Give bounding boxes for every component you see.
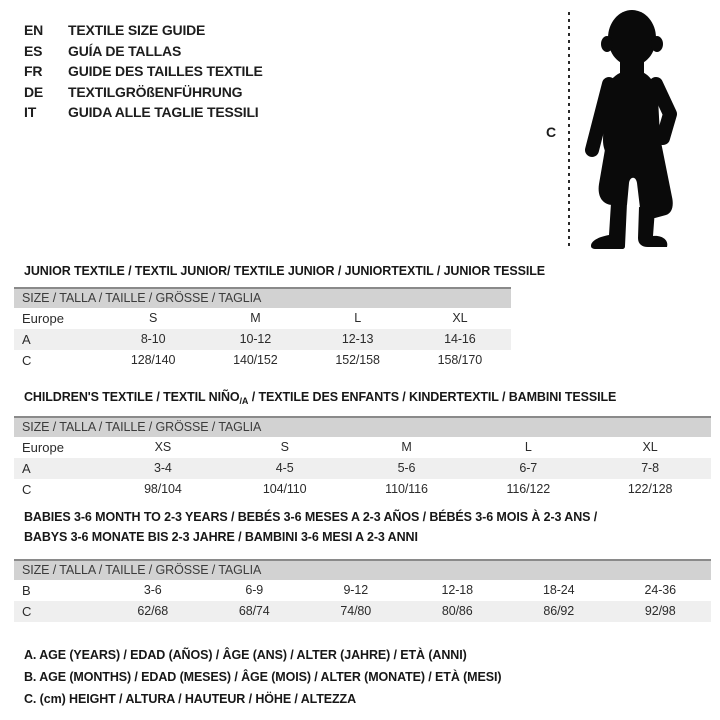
size-cell: 7-8	[641, 461, 659, 475]
size-cell: 152/158	[335, 353, 380, 367]
language-code: DE	[24, 83, 44, 100]
size-cell: 110/116	[385, 482, 428, 496]
size-cell: 74/80	[340, 604, 372, 618]
size-cell: L	[524, 440, 532, 454]
size-cell: 6-9	[245, 583, 264, 597]
row-label: B	[22, 583, 31, 598]
size-table-children	[14, 416, 711, 500]
language-row	[24, 82, 263, 103]
heading-text: JUNIOR TEXTILE / TEXTIL JUNIOR/ TEXTILE JUNIOR / JUNIORTEXTIL / JUNIOR TESSILE	[24, 264, 545, 278]
size-cell: S	[280, 440, 289, 454]
size-cell: 3-6	[143, 583, 162, 597]
language-title: GUIDA ALLE TAGLIE TESSILI	[68, 104, 259, 120]
footnote-legend	[24, 644, 501, 710]
language-title: GUIDE DES TAILLES TEXTILE	[68, 63, 263, 79]
size-cell: 98/104	[144, 482, 182, 496]
size-cell: 9-12	[343, 583, 369, 597]
row-label: C	[22, 353, 32, 368]
size-cell: 18-24	[543, 583, 575, 597]
size-cell: 3-4	[154, 461, 172, 475]
section-heading-children	[24, 387, 616, 411]
section-heading-line	[24, 261, 545, 281]
footnote: C. (cm) HEIGHT / ALTURA / HAUTEUR / HÖHE / ALTEZZA	[24, 692, 357, 706]
language-code: IT	[24, 104, 37, 120]
size-cell: 62/68	[137, 604, 169, 618]
footnote: A. AGE (YEARS) / EDAD (AÑOS) / ÂGE (ANS) / ALTER (JAHRE) / ETÀ (ANNI)	[24, 648, 467, 662]
row-label: A	[22, 332, 31, 347]
language-code: EN	[24, 22, 44, 38]
language-title-list	[24, 20, 263, 123]
heading-text: / TEXTILE DES ENFANTS / KINDERTEXTIL / BAMBINI TESSILE	[248, 390, 617, 404]
size-table-babies	[14, 559, 711, 622]
table-row	[14, 458, 711, 479]
table-size-header: SIZE / TALLA / TAILLE / GRÖSSE / TAGLIA	[14, 287, 511, 308]
table-size-header: SIZE / TALLA / TAILLE / GRÖSSE / TAGLIA	[14, 416, 711, 437]
size-cell: 5-6	[397, 461, 416, 475]
size-cell: S	[149, 311, 158, 325]
table-row	[14, 479, 711, 500]
size-cell: 128/140	[130, 353, 176, 367]
size-cell: 86/92	[543, 604, 575, 618]
toddler-silhouette-image	[578, 8, 692, 252]
size-cell: 10-12	[239, 332, 272, 346]
size-cell: 6-7	[519, 461, 538, 475]
section-heading-line	[24, 527, 597, 547]
language-row	[24, 20, 263, 41]
size-cell: 80/86	[441, 604, 473, 618]
heading-text: BABYS 3-6 MONATE BIS 2-3 JAHRE / BAMBINI 3-6 MESI A 2-3 ANNI	[24, 530, 418, 544]
language-row	[24, 41, 263, 62]
language-title: TEXTILE SIZE GUIDE	[68, 22, 206, 38]
size-cell: 158/170	[437, 353, 483, 367]
size-cell: 12-13	[341, 332, 374, 346]
size-cell: 12-18	[441, 583, 473, 597]
size-cell: 140/152	[233, 353, 278, 367]
height-measure-dotted-line	[568, 12, 570, 250]
table-row	[14, 437, 711, 458]
language-row	[24, 61, 263, 82]
table-row	[14, 580, 711, 601]
figure-height-label: C	[546, 124, 557, 140]
size-table-junior	[14, 287, 511, 371]
table-row	[14, 350, 511, 371]
size-cell: M	[250, 311, 261, 325]
heading-text: CHILDREN'S TEXTILE / TEXTIL NIÑO	[24, 390, 240, 404]
language-code: FR	[24, 63, 43, 79]
size-cell: 116/122	[506, 482, 551, 496]
row-label: C	[22, 604, 32, 619]
language-row	[24, 102, 263, 123]
heading-text: BABIES 3-6 MONTH TO 2-3 YEARS / BEBÉS 3-6 MESES A 2-3 AÑOS / BÉBÉS 3-6 MOIS À 2-3 ANS /	[24, 510, 598, 524]
size-cell: 14-16	[444, 332, 476, 346]
table-row	[14, 601, 711, 622]
row-label: Europe	[22, 440, 64, 455]
table-row	[14, 329, 511, 350]
size-cell: XL	[642, 440, 658, 454]
size-cell: 4-5	[275, 461, 294, 475]
size-cell: 104/110	[262, 482, 307, 496]
section-heading-babies	[24, 507, 597, 547]
section-heading-line	[24, 507, 597, 527]
size-cell: 92/98	[644, 604, 676, 618]
row-label: Europe	[22, 311, 64, 326]
language-title: TEXTILGRÖßENFÜHRUNG	[68, 83, 243, 100]
size-cell: 8-10	[140, 332, 166, 346]
table-row	[14, 308, 511, 329]
size-cell: L	[354, 311, 362, 325]
section-heading-line	[24, 387, 616, 411]
section-heading-junior	[24, 261, 545, 281]
language-code: ES	[24, 42, 43, 59]
row-label: A	[22, 461, 31, 476]
size-cell: XS	[154, 440, 172, 454]
language-title: GUÍA DE TALLAS	[68, 42, 182, 59]
size-cell: 24-36	[644, 583, 676, 597]
heading-subscript: /A	[239, 396, 249, 406]
row-label: C	[22, 482, 32, 497]
size-cell: 68/74	[238, 604, 270, 618]
footnote: B. AGE (MONTHS) / EDAD (MESES) / ÂGE (MOIS) / ALTER (MONATE) / ETÀ (MESI)	[24, 670, 502, 684]
table-size-header: SIZE / TALLA / TAILLE / GRÖSSE / TAGLIA	[14, 559, 711, 580]
size-cell: 122/128	[627, 482, 673, 496]
size-cell: XL	[452, 311, 468, 325]
size-cell: M	[401, 440, 412, 454]
